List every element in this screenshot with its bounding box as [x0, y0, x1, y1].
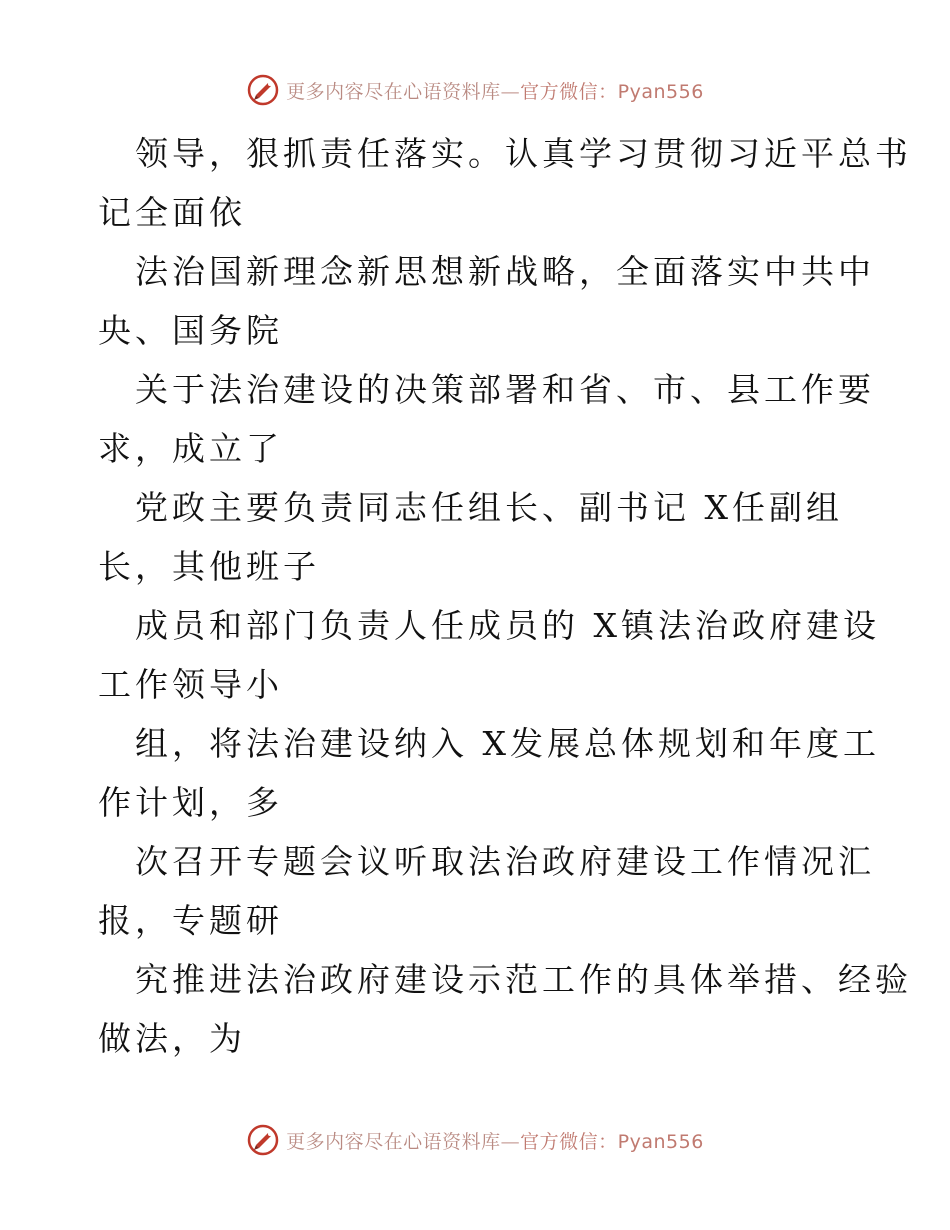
watermark-label: [286, 1127, 704, 1154]
footer-watermark: [0, 1120, 950, 1160]
paragraph-line: 法治国新理念新思想新战略，全面落实中共中: [135, 252, 875, 291]
watermark-separator: —: [500, 80, 521, 103]
paragraph: [98, 832, 878, 950]
paragraph: [98, 950, 912, 1068]
paragraph-line: 长，其他班子: [98, 547, 320, 586]
pen-logo-icon: [246, 1123, 280, 1157]
header-watermark: [0, 70, 950, 110]
paragraph-line: 工作领导小: [98, 665, 283, 704]
paragraph: [98, 714, 878, 832]
paragraph-line: 党政主要负责同志任组长、副书记 X任副组: [135, 488, 843, 527]
paragraph: [98, 242, 878, 360]
paragraph-line: 次召开专题会议听取法治政府建设工作情况汇: [135, 842, 875, 881]
watermark-wechat-text: 官方微信：Pyan556: [520, 1130, 704, 1153]
paragraph-line: 做法，为: [98, 1019, 246, 1058]
document-body: [98, 124, 912, 1068]
paragraph-line: 成员和部门负责人任成员的 X镇法治政府建设: [135, 606, 880, 645]
paragraph: [98, 360, 878, 478]
pen-logo-icon: [246, 73, 280, 107]
paragraph-line: 领导，狠抓责任落实。认真学习贯彻习近平总书: [135, 134, 912, 173]
paragraph: [98, 596, 878, 714]
paragraph-line: 关于法治建设的决策部署和省、市、县工作要: [135, 370, 875, 409]
paragraph-line: 究推进法治政府建设示范工作的具体举措、经验: [135, 960, 912, 999]
watermark-main-text: 更多内容尽在心语资料库: [286, 1130, 501, 1153]
watermark-wechat-text: 官方微信：Pyan556: [520, 80, 704, 103]
paragraph-line: 组，将法治建设纳入 X发展总体规划和年度工: [135, 724, 880, 763]
watermark-main-text: 更多内容尽在心语资料库: [286, 80, 501, 103]
paragraph-line: 作计划，多: [98, 783, 283, 822]
paragraph-line: 求，成立了: [98, 429, 283, 468]
paragraph: [98, 124, 912, 242]
paragraph-line: 报，专题研: [98, 901, 283, 940]
paragraph-line: 记全面依: [98, 193, 246, 232]
paragraph-line: 央、国务院: [98, 311, 283, 350]
watermark-label: [286, 77, 704, 104]
watermark-separator: —: [500, 1130, 521, 1153]
paragraph: [98, 478, 878, 596]
